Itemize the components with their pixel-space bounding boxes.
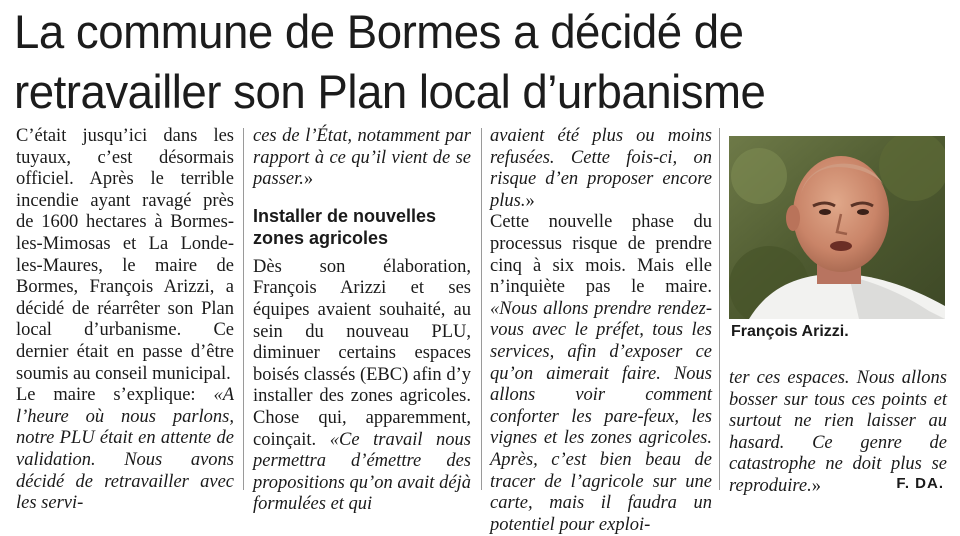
headline-line-1: La commune de Bormes a décidé de [14,5,744,58]
paragraph-text: Cette nouvelle phase du processus risque de prendre cinq à six mois. Mais elle n’inquiète pas le maire. [490,212,712,298]
portrait-photo [729,136,945,319]
photo-caption: François Arizzi. [731,323,849,340]
paragraph-quote-continued [253,126,471,191]
paragraph-quote-continued [490,126,712,212]
paragraph-text: Dès son élaboration, François Arizzi et ses équipes avaient souhaité, au sein du nouveau PLU, diminuer certains espaces boisés classés (EBC) afin d’y installer des zones agricoles. Chose qui, apparemment, coinçait. [253,256,471,450]
column-divider [481,128,482,490]
quote-continued: ter ces espaces. Nous allons bosser sur tous ces points et surtout ne rien laisser au hasard. Ce genre de catastrophe ne doit plus se reproduire. [729,368,947,496]
subheading-line-2: zones agricoles [253,227,389,248]
mayor-quote: «Ce travail nous permettra d’émettre des propositions qu’on avait déjà formulées et qui [253,429,471,515]
quote-continued: avaient été plus ou moins refusées. Cette fois-ci, on risque d’en proposer encore plus. [490,126,712,211]
paragraph-mayor-explains [16,385,234,515]
author-credit: F. DA. [896,475,944,492]
article-column-1 [16,126,234,515]
quote-continued: ces de l’État, notamment par rapport à ce qu’il vient de se passer. [253,126,471,190]
headline [14,2,926,122]
quote-close: » [525,190,535,211]
paragraph-lead: Le maire s’explique: [16,385,214,406]
subheading-line-1: Installer de nouvelles [253,205,437,226]
article-column-2 [253,126,471,516]
paragraph-agricultural-zones [253,257,471,516]
paragraph-next-phase [490,212,712,536]
mayor-quote: «A l’heure où nous parlons, notre PLU était en attente de validation. Nous avons décidé de retravailler avec les servi- [16,385,234,514]
mayor-quote: «Nous allons prendre rendez-vous avec le préfet, tous les services, afin d’exposer ce qu’on aimerait faire. Nous allons voir comment conforter les pare-feux, les vignes et les zones agricoles. Après, c’est bien beau de tracer de l’agricole sur une carte, mais il faudra un potentiel pour exploi- [490,298,712,535]
subheading [253,205,471,249]
column-divider [719,128,720,490]
article-column-3 [490,126,712,536]
column-divider [243,128,244,490]
quote-close: » [811,475,821,496]
headline-line-2: retravailler son Plan local d’urbanisme [14,65,766,118]
paragraph-intro: C’était jusqu’ici dans les tuyaux, c’est désormais officiel. Après le terrible incendie ayant ravagé près de 1600 hectares à Bormes-les-Mimosas et La Londe-les-Maures, le maire de Bormes, François Arizzi, a décidé de réarrêter son Plan local d’urbanisme. Ce dernier était en passe d’être soumis au conseil municipal. [16,126,234,384]
quote-close: » [303,169,314,190]
portrait-illustration [729,136,945,319]
